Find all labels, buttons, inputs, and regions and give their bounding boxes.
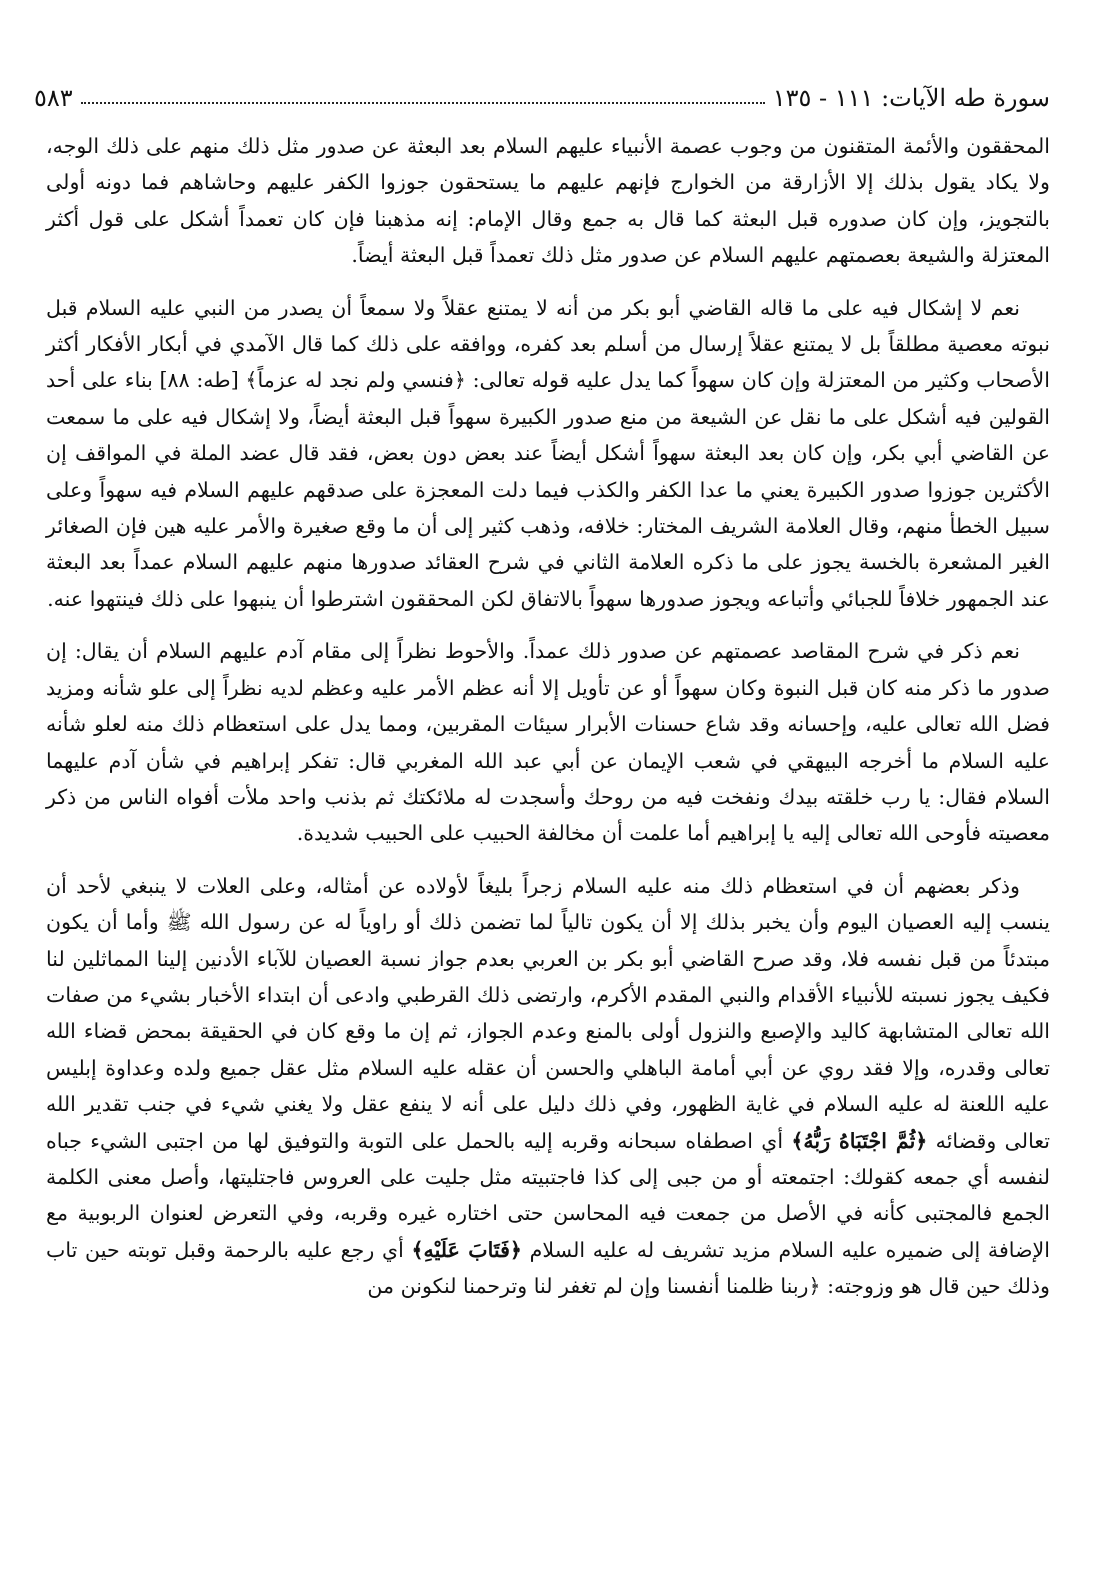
paragraph-4-part-3: أي رجع عليه بالرحمة وقبل توبته حين تاب وذلك حين قال هو وزوجته: ﴿ربنا ظلمنا أنفسنا وإن لم تغفر لنا وترحمنا لنكونن من	[46, 1237, 1050, 1299]
paragraph-4	[46, 868, 1050, 1305]
paragraph-4-part-2: أي اصطفاه سبحانه وقربه إليه بالحمل على التوبة والتوفيق لها من اجتبى الشيء جباه لنفسه أي جمعه كقولك: اجتمعته أو من جبى إلى كذا فاجتبيته مثل جليت على العروس فاجتليتها، وأصل معنى الكلمة الجمع فالمجتبى كأنه في الأصل من جمعت فيه المحاسن حتى اختاره غيره وقربه، وفي التعرض لعنوان الربوبية مع الإضافة إلى ضميره عليه السلام مزيد تشريف له عليه السلام	[46, 1128, 1051, 1262]
paragraph-2: نعم لا إشكال فيه على ما قاله القاضي أبو بكر من أنه لا يمتنع عقلاً ولا سمعاً أن يصدر من النبي عليه السلام قبل نبوته معصية مطلقاً بل لا يمتنع عقلاً إرسال من أسلم بعد كفره، ووافقه على ذلك كما قال الآمدي في أبكار الأفكار أكثر الأصحاب وكثير من المعتزلة وإن كان سهواً كما يدل عليه قوله تعالى: ﴿فنسي ولم نجد له عزماً﴾ [طه: ٨٨] بناء على أحد القولين فيه أشكل على ما نقل عن الشيعة من منع صدور الكبيرة سهواً قبل البعثة أيضاً، ولا إشكال فيه على ما سمعت عن القاضي أبي بكر، وإن كان بعد البعثة سهواً أشكل أيضاً عند بعض دون بعض، فقد قال عضد الملة في المواقف إن الأكثرين جوزوا صدور الكبيرة يعني ما عدا الكفر والكذب فيما دلت المعجزة على صدقهم عليهم السلام فيه سهواً وعلى سبيل الخطأ منهم، وقال العلامة الشريف المختار: خلافه، وذهب كثير إلى أن ما وقع صغيرة والأمر عليه هين فإن الصغائر الغير المشعرة بالخسة يجوز على ما ذكره العلامة الثاني في شرح العقائد صدورها منهم عليهم السلام عمداً بعد البعثة عند الجمهور خلافاً للجبائي وأتباعه ويجوز صدورها سهواً بالاتفاق لكن المحققون اشترطوا أن ينبهوا على ذلك فينتهوا عنه.	[46, 295, 1051, 611]
quran-verse-2: ﴿فَتَابَ عَلَيْهِ﴾	[411, 1237, 522, 1262]
running-header	[34, 78, 1050, 112]
surah-title: سورة طه الآيات: ١١١ - ١٣٥	[772, 84, 1050, 112]
paragraph-1: المحققون والأئمة المتقنون من وجوب عصمة الأنبياء عليهم السلام بعد البعثة عن صدور مثل ذلك منهم على ذلك الوجه، ولا يكاد يقول بذلك إلا الأزارقة من الخوارج فإنهم عليهم ما يستحقون جوزوا الكفر عليهم وحاشاهم فما دونه أولى بالتجويز، وإن كان صدوره قبل البعثة كما قال به جمع وقال الإمام: إنه مذهبنا فإن كان تعمداً أشكل على قول أكثر المعتزلة والشيعة بعصمتهم عليهم السلام عن صدور مثل ذلك تعمداً قبل البعثة أيضاً.	[46, 134, 1051, 268]
main-text	[46, 128, 1050, 1305]
leader-dots	[81, 102, 765, 104]
paragraph-3: نعم ذكر في شرح المقاصد عصمتهم عن صدور ذلك عمداً. والأحوط نظراً إلى مقام آدم عليهم السلام أن يقال: إن صدور ما ذكر منه كان قبل النبوة وكان سهواً أو عن تأويل إلا أنه عظم الأمر عليه وعظم لديه نظراً إلى علو شأنه ومزيد فضل الله تعالى عليه، وإحسانه وقد شاع حسنات الأبرار سيئات المقربين، ومما يدل على استعظام ذلك منه لعلو شأنه عليه السلام ما أخرجه البيهقي في شعب الإيمان عن أبي عبد الله المغربي قال: تفكر إبراهيم في شأن آدم عليهما السلام فقال: يا رب خلقته بيدك ونفخت فيه من روحك وأسجدت له ملائكتك ثم بذنب واحد ملأت أفواه الناس من ذكر معصيته فأوحى الله تعالى إليه يا إبراهيم أما علمت أن مخالفة الحبيب على الحبيب شديدة.	[46, 639, 1050, 846]
paragraph-4-part-1: وذكر بعضهم أن في استعظام ذلك منه عليه السلام زجراً بليغاً لأولاده عن أمثاله، وعلى العلات لا ينبغي لأحد أن ينسب إليه العصيان اليوم وأن يخبر بذلك إلا أن يكون تالياً لما تضمن ذلك أو راوياً له عن رسول الله ﷺ وأما أن يكون مبتدئاً من قبل نفسه فلا، وقد صرح القاضي أبو بكر بن العربي بعدم جواز نسبة العصيان للآباء الأدنين إلينا المماثلين لنا فكيف يجوز نسبته للأنبياء الأقدام والنبي المقدم الأكرم، وارتضى ذلك القرطبي وادعى أن ابتداء الأخبار بشيء من صفات الله تعالى المتشابهة كاليد والإصبع والنزول أولى بالمنع وعدم الجواز، ثم إن ما وقع كان في الحقيقة بمحض قضاء الله تعالى وقدره، وإلا فقد روي عن أبي أمامة الباهلي والحسن أن عقله عليه السلام مثل عقل جميع ولده وعداوة إبليس عليه اللعنة له عليه السلام في غاية الظهور، وفي ذلك دليل على أنه لا ينفع عقل ولا يغني شيء في جنب تقدير الله تعالى وقضائه	[46, 873, 1051, 1153]
quran-verse-1: ﴿ثُمَّ اجْتَبَاهُ رَبُّهُ﴾	[791, 1128, 928, 1153]
page-number: ٥٨٣	[34, 84, 73, 112]
